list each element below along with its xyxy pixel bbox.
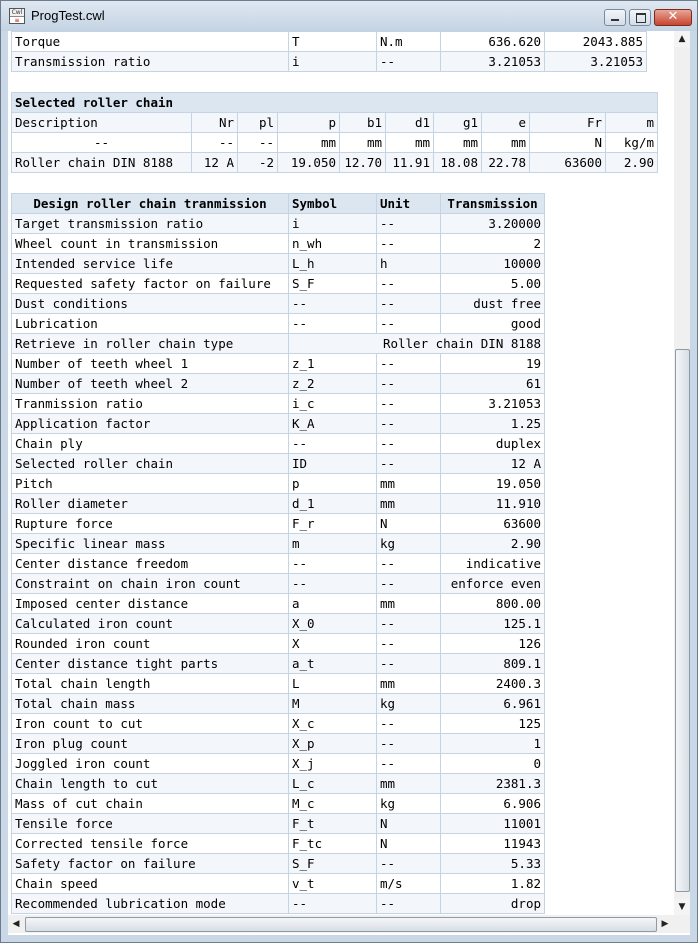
row-value: 19.050 [441, 474, 545, 494]
chain-cell: 12.70 [340, 153, 386, 173]
chain-column-header: Nr [192, 113, 238, 133]
row-unit: N [377, 514, 441, 534]
chain-column-header: m [606, 113, 658, 133]
row-label: Number of teeth wheel 2 [12, 374, 289, 394]
row-symbol: S_F [289, 854, 377, 874]
chain-column-header: d1 [386, 113, 434, 133]
row-symbol: M [289, 694, 377, 714]
chain-column-unit: -- [12, 133, 192, 153]
maximize-icon [636, 13, 646, 23]
chain-column-header: e [482, 113, 530, 133]
row-label: Total chain length [12, 674, 289, 694]
row-unit: kg [377, 534, 441, 554]
design-row [12, 694, 545, 714]
row-label: Application factor [12, 414, 289, 434]
chain-column-header: b1 [340, 113, 386, 133]
row-label: Intended service life [12, 254, 289, 274]
design-row [12, 254, 545, 274]
performance-row [12, 32, 647, 52]
design-row [12, 814, 545, 834]
retrieve-chain-type-row [12, 334, 545, 354]
row-label: Requested safety factor on failure [12, 274, 289, 294]
row-symbol: -- [289, 434, 377, 454]
row-value: 6.906 [441, 794, 545, 814]
row-symbol: X_0 [289, 614, 377, 634]
row-value-wheel-2: 2043.885 [545, 32, 647, 52]
row-label: Center distance tight parts [12, 654, 289, 674]
design-table [11, 193, 545, 914]
chain-cell: 11.91 [386, 153, 434, 173]
minimize-icon [611, 19, 619, 21]
design-row [12, 434, 545, 454]
design-row [12, 494, 545, 514]
chain-column-header: g1 [434, 113, 482, 133]
report-content [8, 31, 674, 915]
design-row [12, 474, 545, 494]
row-symbol: X_c [289, 714, 377, 734]
window-title: ProgTest.cwl [31, 8, 105, 23]
row-value: 1.25 [441, 414, 545, 434]
row-symbol: -- [289, 894, 377, 914]
row-symbol: z_1 [289, 354, 377, 374]
cwl-file-icon[interactable]: Cwl ≡ [9, 8, 25, 24]
selected-chain-table [11, 92, 658, 173]
row-value-wheel-2: 3.21053 [545, 52, 647, 72]
row-label: Torque [12, 32, 289, 52]
row-label: Total chain mass [12, 694, 289, 714]
chain-cell: -2 [238, 153, 278, 173]
row-value: 12 A [441, 454, 545, 474]
row-label: Pitch [12, 474, 289, 494]
row-value: 2 [441, 234, 545, 254]
row-value: indicative [441, 554, 545, 574]
row-label: Number of teeth wheel 1 [12, 354, 289, 374]
design-row [12, 774, 545, 794]
row-symbol: i_c [289, 394, 377, 414]
row-symbol: F_tc [289, 834, 377, 854]
row-symbol: L_c [289, 774, 377, 794]
row-symbol: X_j [289, 754, 377, 774]
design-row [12, 574, 545, 594]
row-symbol: L_h [289, 254, 377, 274]
row-unit: -- [377, 234, 441, 254]
row-value: 61 [441, 374, 545, 394]
row-label: Rounded iron count [12, 634, 289, 654]
design-row [12, 794, 545, 814]
row-unit: -- [377, 274, 441, 294]
row-unit: -- [377, 554, 441, 574]
row-unit: -- [377, 454, 441, 474]
row-value: 19 [441, 354, 545, 374]
chain-column-unit: mm [340, 133, 386, 153]
row-value: 0 [441, 754, 545, 774]
chain-header-row [12, 113, 658, 133]
row-value: drop [441, 894, 545, 914]
row-value: 5.00 [441, 274, 545, 294]
row-value: Roller chain DIN 8188 [289, 334, 545, 354]
chain-section-title: Selected roller chain [12, 93, 658, 113]
design-row [12, 854, 545, 874]
row-value: 3.21053 [441, 394, 545, 414]
row-unit: -- [377, 894, 441, 914]
row-label: Wheel count in transmission [12, 234, 289, 254]
row-label: Roller diameter [12, 494, 289, 514]
scroll-right-icon[interactable]: ▶ [661, 919, 669, 929]
row-unit: -- [377, 614, 441, 634]
row-symbol: -- [289, 554, 377, 574]
close-button[interactable] [654, 9, 692, 26]
row-value: 1 [441, 734, 545, 754]
row-label: Lubrication [12, 314, 289, 334]
row-value: 800.00 [441, 594, 545, 614]
row-symbol: n_wh [289, 234, 377, 254]
row-label: Dust conditions [12, 294, 289, 314]
design-symbol-header: Symbol [289, 194, 377, 214]
design-row [12, 414, 545, 434]
row-symbol: X_p [289, 734, 377, 754]
document-view[interactable] [8, 31, 690, 935]
design-value-header: Transmission [441, 194, 545, 214]
chain-column-unit: -- [192, 133, 238, 153]
row-value: 63600 [441, 514, 545, 534]
chain-units-row [12, 133, 658, 153]
row-symbol: p [289, 474, 377, 494]
row-label: Constraint on chain iron count [12, 574, 289, 594]
row-label: Iron plug count [12, 734, 289, 754]
horizontal-scrollbar[interactable] [8, 915, 674, 933]
design-row [12, 754, 545, 774]
performance-row [12, 52, 647, 72]
design-row [12, 534, 545, 554]
design-row [12, 454, 545, 474]
row-unit: -- [377, 634, 441, 654]
scroll-left-icon[interactable]: ◀ [12, 919, 20, 929]
close-icon: ✕ [667, 9, 679, 24]
chain-column-header: Fr [530, 113, 606, 133]
row-unit: mm [377, 774, 441, 794]
row-unit: -- [377, 414, 441, 434]
chain-cell: Roller chain DIN 8188 [12, 153, 192, 173]
design-unit-header: Unit [377, 194, 441, 214]
row-symbol: K_A [289, 414, 377, 434]
row-unit: -- [377, 714, 441, 734]
row-unit: mm [377, 594, 441, 614]
chain-cell: 2.90 [606, 153, 658, 173]
row-symbol: d_1 [289, 494, 377, 514]
row-label: Transmission ratio [12, 52, 289, 72]
scrollbar-corner [674, 915, 690, 933]
row-value: 125 [441, 714, 545, 734]
row-label: Retrieve in roller chain type [12, 334, 289, 354]
chain-column-header: p [278, 113, 340, 133]
design-row [12, 894, 545, 914]
design-row [12, 734, 545, 754]
row-unit: -- [377, 654, 441, 674]
row-value-wheel-1: 636.620 [441, 32, 545, 52]
chain-column-unit: N [530, 133, 606, 153]
row-symbol: -- [289, 294, 377, 314]
row-symbol: F_r [289, 514, 377, 534]
row-label: Safety factor on failure [12, 854, 289, 874]
row-symbol: S_F [289, 274, 377, 294]
row-value: 11943 [441, 834, 545, 854]
row-label: Target transmission ratio [12, 214, 289, 234]
performance-table [11, 31, 647, 72]
row-label: Joggled iron count [12, 754, 289, 774]
chain-column-unit: mm [482, 133, 530, 153]
row-label: Imposed center distance [12, 594, 289, 614]
row-unit: mm [377, 494, 441, 514]
row-value: 1.82 [441, 874, 545, 894]
row-unit: -- [377, 754, 441, 774]
row-unit: -- [377, 854, 441, 874]
row-unit: mm [377, 674, 441, 694]
row-symbol: i [289, 52, 377, 72]
row-label: Tranmission ratio [12, 394, 289, 414]
design-row [12, 614, 545, 634]
row-symbol: -- [289, 574, 377, 594]
design-row [12, 214, 545, 234]
row-symbol: -- [289, 314, 377, 334]
row-label: Chain length to cut [12, 774, 289, 794]
row-label: Chain speed [12, 874, 289, 894]
row-symbol: a [289, 594, 377, 614]
row-unit: h [377, 254, 441, 274]
design-row [12, 634, 545, 654]
row-unit: -- [377, 214, 441, 234]
design-row [12, 354, 545, 374]
minimize-button[interactable] [604, 9, 626, 26]
row-value: dust free [441, 294, 545, 314]
design-row [12, 874, 545, 894]
design-row [12, 314, 545, 334]
row-symbol: X [289, 634, 377, 654]
scroll-down-icon[interactable]: ▼ [674, 899, 690, 915]
row-unit: N.m [377, 32, 441, 52]
row-unit: -- [377, 434, 441, 454]
row-label: Recommended lubrication mode [12, 894, 289, 914]
row-label: Tensile force [12, 814, 289, 834]
row-value: 809.1 [441, 654, 545, 674]
row-value: 2400.3 [441, 674, 545, 694]
row-label: Corrected tensile force [12, 834, 289, 854]
design-row [12, 234, 545, 254]
title-bar[interactable] [1, 1, 697, 31]
row-label: Calculated iron count [12, 614, 289, 634]
design-row [12, 374, 545, 394]
chain-data-row [12, 153, 658, 173]
row-value: 6.961 [441, 694, 545, 714]
vertical-scrollbar[interactable] [674, 31, 690, 915]
design-row [12, 714, 545, 734]
row-value: 10000 [441, 254, 545, 274]
row-value: 126 [441, 634, 545, 654]
chain-column-unit: kg/m [606, 133, 658, 153]
row-label: Mass of cut chain [12, 794, 289, 814]
row-unit: kg [377, 694, 441, 714]
row-value: 11001 [441, 814, 545, 834]
row-unit: -- [377, 354, 441, 374]
row-symbol: m [289, 534, 377, 554]
row-unit: -- [377, 734, 441, 754]
design-row [12, 514, 545, 534]
row-unit: N [377, 814, 441, 834]
chain-cell: 19.050 [278, 153, 340, 173]
row-symbol: i [289, 214, 377, 234]
row-label: Specific linear mass [12, 534, 289, 554]
row-symbol: ID [289, 454, 377, 474]
row-value: 2381.3 [441, 774, 545, 794]
row-symbol: T [289, 32, 377, 52]
chain-column-header: pl [238, 113, 278, 133]
row-label: Rupture force [12, 514, 289, 534]
design-row [12, 674, 545, 694]
row-unit: -- [377, 314, 441, 334]
row-unit: -- [377, 294, 441, 314]
chain-section-header [12, 93, 658, 113]
design-row [12, 654, 545, 674]
chain-column-unit: mm [386, 133, 434, 153]
row-label: Center distance freedom [12, 554, 289, 574]
design-row [12, 594, 545, 614]
chain-cell: 12 A [192, 153, 238, 173]
row-unit: mm [377, 474, 441, 494]
row-value: 11.910 [441, 494, 545, 514]
row-unit: -- [377, 52, 441, 72]
row-symbol: F_t [289, 814, 377, 834]
row-value: 5.33 [441, 854, 545, 874]
row-label: Chain ply [12, 434, 289, 454]
row-unit: -- [377, 574, 441, 594]
row-symbol: a_t [289, 654, 377, 674]
row-value: enforce even [441, 574, 545, 594]
design-header-row [12, 194, 545, 214]
row-value: 125.1 [441, 614, 545, 634]
chain-column-unit: -- [238, 133, 278, 153]
chain-column-unit: mm [434, 133, 482, 153]
chain-column-unit: mm [278, 133, 340, 153]
vertical-scroll-thumb[interactable] [675, 349, 690, 892]
row-symbol: z_2 [289, 374, 377, 394]
chain-column-header: Description [12, 113, 192, 133]
row-symbol: v_t [289, 874, 377, 894]
design-row [12, 394, 545, 414]
design-row [12, 274, 545, 294]
design-row [12, 294, 545, 314]
row-value: 2.90 [441, 534, 545, 554]
row-value: 3.20000 [441, 214, 545, 234]
row-value: duplex [441, 434, 545, 454]
row-label: Iron count to cut [12, 714, 289, 734]
chain-cell: 63600 [530, 153, 606, 173]
chain-cell: 22.78 [482, 153, 530, 173]
row-unit: -- [377, 374, 441, 394]
row-unit: m/s [377, 874, 441, 894]
row-unit: -- [377, 394, 441, 414]
row-label: Selected roller chain [12, 454, 289, 474]
horizontal-scroll-thumb[interactable] [25, 917, 657, 932]
chain-cell: 18.08 [434, 153, 482, 173]
design-description-header: Design roller chain tranmission [12, 194, 289, 214]
scroll-up-icon[interactable]: ▲ [674, 31, 690, 47]
design-row [12, 834, 545, 854]
row-symbol: L [289, 674, 377, 694]
maximize-button[interactable] [629, 9, 651, 26]
row-unit: kg [377, 794, 441, 814]
design-row [12, 554, 545, 574]
row-symbol: M_c [289, 794, 377, 814]
row-unit: N [377, 834, 441, 854]
row-value-wheel-1: 3.21053 [441, 52, 545, 72]
row-value: good [441, 314, 545, 334]
